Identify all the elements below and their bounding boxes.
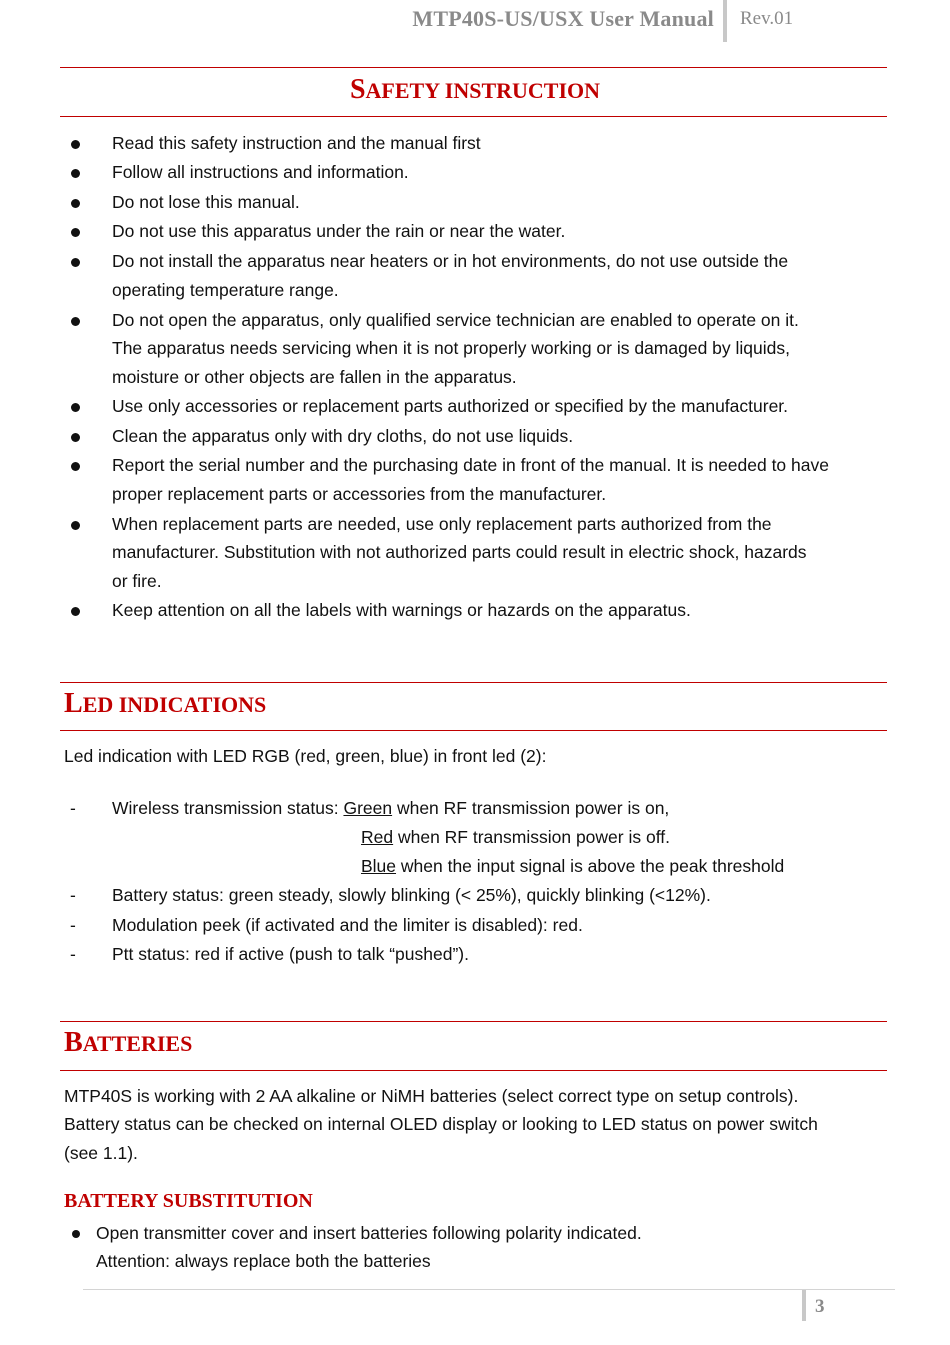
bullet-icon [71, 433, 80, 442]
bullet-icon [71, 403, 80, 412]
battery-status-line: Battery status: green steady, slowly blinking (< 25%), quickly blinking (<12%). [112, 885, 711, 905]
list-item: When replacement parts are needed, use only replacement parts authorized from the [112, 514, 772, 534]
list-item-continuation: proper replacement parts or accessories from the manufacturer. [112, 484, 607, 504]
list-item: Clean the apparatus only with dry cloths, do not use liquids. [112, 426, 574, 446]
safety-heading: SAFETY INSTRUCTION [349, 74, 601, 105]
list-item: Open transmitter cover and insert batteries following polarity indicated. [96, 1223, 642, 1243]
led-intro: Led indication with LED RGB (red, green, blue) in front led (2): [64, 746, 547, 766]
list-item: Read this safety instruction and the manual first [112, 133, 481, 153]
ptt-line: Ptt status: red if active (push to talk “pushed”). [112, 944, 469, 964]
document-title: MTP40S-US/USX User Manual [412, 6, 714, 31]
bullet-icon [71, 199, 80, 208]
section-rule-top [60, 682, 887, 683]
list-item-continuation: operating temperature range. [112, 280, 339, 300]
modulation-line: Modulation peek (if activated and the limiter is disabled): red. [112, 915, 583, 935]
bullet-icon [71, 169, 80, 178]
dash-bullet: - [70, 915, 76, 935]
page-number: 3 [815, 1296, 825, 1317]
bullet-icon [71, 317, 80, 326]
section-rule-top [60, 1021, 887, 1022]
list-item-continuation: Attention: always replace both the batteries [96, 1251, 431, 1271]
bullet-icon [71, 258, 80, 267]
section-rule-top [60, 67, 887, 68]
dash-bullet: - [70, 798, 76, 818]
dash-bullet: - [70, 944, 76, 964]
list-item: Use only accessories or replacement parts authorized or specified by the manufacturer. [112, 396, 789, 416]
dash-bullet: - [70, 885, 76, 905]
list-item-continuation: manufacturer. Substitution with not authorized parts could result in electric shock, hazards [112, 542, 807, 562]
wireless-status-blue: Blue when the input signal is above the peak threshold [361, 856, 785, 876]
bullet-icon [71, 607, 80, 616]
batteries-paragraph-line: (see 1.1). [64, 1143, 138, 1163]
bullet-icon [71, 462, 80, 471]
section-rule-bottom [60, 116, 887, 117]
wireless-status-red: Red when RF transmission power is off. [361, 827, 670, 847]
bullet-icon [71, 140, 80, 149]
header-divider [723, 0, 727, 42]
list-item: Report the serial number and the purchasing date in front of the manual. It is needed to have [112, 455, 829, 475]
led-heading: LED INDICATIONS [64, 688, 267, 719]
list-item: Do not open the apparatus, only qualified service technician are enabled to operate on it. [112, 310, 799, 330]
list-item: Do not install the apparatus near heaters or in hot environments, do not use outside the [112, 251, 789, 271]
batteries-heading: BATTERIES [64, 1027, 193, 1058]
batteries-paragraph-line: Battery status can be checked on internal OLED display or looking to LED status on power switch [64, 1114, 818, 1134]
bullet-icon [72, 1230, 80, 1238]
list-item-continuation: or fire. [112, 571, 162, 591]
list-item: Do not use this apparatus under the rain or near the water. [112, 221, 566, 241]
list-item: Do not lose this manual. [112, 192, 300, 212]
list-item: Keep attention on all the labels with warnings or hazards on the apparatus. [112, 600, 691, 620]
section-rule-bottom [60, 1070, 887, 1071]
footer-bar [802, 1290, 806, 1321]
revision-label: Rev.01 [740, 8, 794, 29]
bullet-icon [71, 521, 80, 530]
wireless-status-line: Wireless transmission status: Green when RF transmission power is on, [112, 798, 670, 818]
footer-rule [83, 1289, 895, 1290]
list-item-continuation: The apparatus needs servicing when it is not properly working or is damaged by liquids, [112, 338, 790, 358]
batteries-paragraph-line: MTP40S is working with 2 AA alkaline or NiMH batteries (select correct type on setup controls). [64, 1086, 799, 1106]
bullet-icon [71, 228, 80, 237]
section-rule-bottom [60, 730, 887, 731]
list-item-continuation: moisture or other objects are fallen in the apparatus. [112, 367, 517, 387]
battery-substitution-heading: BATTERY SUBSTITUTION [64, 1190, 313, 1212]
list-item: Follow all instructions and information. [112, 162, 409, 182]
